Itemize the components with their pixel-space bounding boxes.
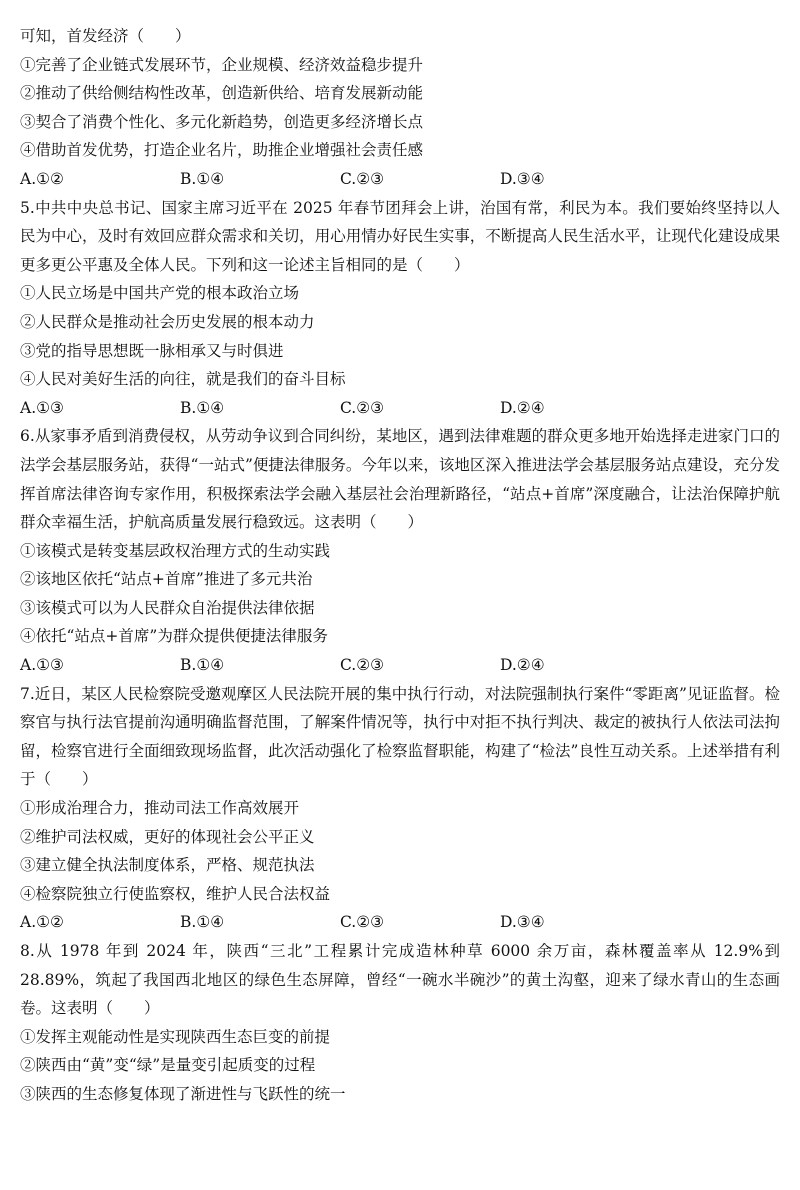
q5-stem: 5.中共中央总书记、国家主席习近平在 2025 年春节团拜会上讲，治国有常，利民为本。我们要始终坚持以人民为中心，及时有效回应群众需求和关切，用心用情办好民生实事，不断提高人民生活水平，让现代化建设成果更多更公平惠及全体人民。下列和这一论述主旨相同的是（ ） bbox=[20, 198, 780, 274]
q4-option-1: ①完善了企业链式发展环节，企业规模、经济效益稳步提升 bbox=[20, 55, 424, 74]
q5-choice-a: A.①③ bbox=[20, 398, 64, 417]
q4-option-2: ②推动了供给侧结构性改革，创造新供给、培育发展新动能 bbox=[20, 84, 424, 103]
q5-option-1: ①人民立场是中国共产党的根本政治立场 bbox=[20, 284, 300, 303]
q7-choices bbox=[20, 908, 780, 937]
q6-option-3: ③该模式可以为人民群众自治提供法律依据 bbox=[20, 598, 315, 617]
q4-choices bbox=[20, 165, 780, 194]
q8-option-2: ②陕西由“黄”变“绿”是量变引起质变的过程 bbox=[20, 1056, 316, 1075]
q6-choice-c: C.②③ bbox=[340, 656, 385, 675]
q6-choices bbox=[20, 651, 780, 680]
q8-option-3: ③陕西的生态修复体现了渐进性与飞跃性的统一 bbox=[20, 1084, 346, 1103]
q5-option-3: ③党的指导思想既一脉相承又与时俱进 bbox=[20, 341, 284, 360]
q4-stem-end: 可知，首发经济（ ） bbox=[20, 27, 191, 45]
q7-option-4: ④检察院独立行使监察权，维护人民合法权益 bbox=[20, 884, 331, 903]
q4-option-3: ③契合了消费个性化、多元化新趋势，创造更多经济增长点 bbox=[20, 112, 424, 131]
q7-option-2: ②维护司法权威，更好的体现社会公平正义 bbox=[20, 827, 315, 846]
q5-option-4: ④人民对美好生活的向往，就是我们的奋斗目标 bbox=[20, 370, 346, 389]
q5-choices bbox=[20, 394, 780, 423]
q7-stem: 7.近日，某区人民检察院受邀观摩区人民法院开展的集中执行行动，对法院强制执行案件“零距离”见证监督。检察官与执行法官提前沟通明确监督范围，了解案件情况等，执行中对拒不执行判决、裁定的被执行人依法司法拘留，检察官进行全面细致现场监督，此次活动强化了检察监督职能，构建了“检法”良性互动关系。上述举措有利于（ ） bbox=[20, 684, 780, 789]
q5-choice-b: B.①④ bbox=[180, 398, 225, 417]
q7-option-1: ①形成治理合力，推动司法工作高效展开 bbox=[20, 799, 300, 818]
q5-choice-c: C.②③ bbox=[340, 398, 385, 417]
q4-choice-a: A.①② bbox=[20, 169, 64, 188]
q7-option-3: ③建立健全执法制度体系，严格、规范执法 bbox=[20, 856, 315, 875]
q6-option-1: ①该模式是转变基层政权治理方式的生动实践 bbox=[20, 541, 331, 560]
q7-choice-b: B.①④ bbox=[180, 913, 225, 932]
q6-option-2: ②该地区依托“站点+首席”推进了多元共治 bbox=[20, 570, 313, 589]
q7-choice-c: C.②③ bbox=[340, 913, 385, 932]
q6-choice-b: B.①④ bbox=[180, 656, 225, 675]
q4-choice-c: C.②③ bbox=[340, 169, 385, 188]
q7-choice-d: D.③④ bbox=[500, 913, 545, 932]
exam-page bbox=[20, 22, 780, 1109]
q4-choice-d: D.③④ bbox=[500, 169, 545, 188]
q8-option-1: ①发挥主观能动性是实现陕西生态巨变的前提 bbox=[20, 1027, 331, 1046]
q6-choice-a: A.①③ bbox=[20, 656, 64, 675]
q4-choice-b: B.①④ bbox=[180, 169, 225, 188]
q6-stem: 6.从家事矛盾到消费侵权，从劳动争议到合同纠纷，某地区，遇到法律难题的群众更多地开始选择走进家门口的法学会基层服务站，获得“一站式”便捷法律服务。今年以来，该地区深入推进法学会基层服务站点建设，充分发挥首席法律咨询专家作用，积极探索法学会融入基层社会治理新路径，“站点+首席”深度融合，让法治保障护航群众幸福生活，护航高质量发展行稳致远。这表明（ ） bbox=[20, 427, 780, 532]
q7-choice-a: A.①② bbox=[20, 913, 64, 932]
q6-choice-d: D.②④ bbox=[500, 656, 545, 675]
q4-option-4: ④借助首发优势，打造企业名片，助推企业增强社会责任感 bbox=[20, 141, 424, 160]
q6-option-4: ④依托“站点+首席”为群众提供便捷法律服务 bbox=[20, 627, 328, 646]
q8-stem: 8.从 1978 年到 2024 年，陕西“三北”工程累计完成造林种草 6000 余万亩，森林覆盖率从 12.9%到 28.89%，筑起了我国西北地区的绿色生态屏障，曾经“一碗水半碗沙”的黄土沟壑，迎来了绿水青山的生态画卷。这表明（ ） bbox=[20, 942, 780, 1018]
q5-choice-d: D.②④ bbox=[500, 398, 545, 417]
q5-option-2: ②人民群众是推动社会历史发展的根本动力 bbox=[20, 312, 315, 331]
